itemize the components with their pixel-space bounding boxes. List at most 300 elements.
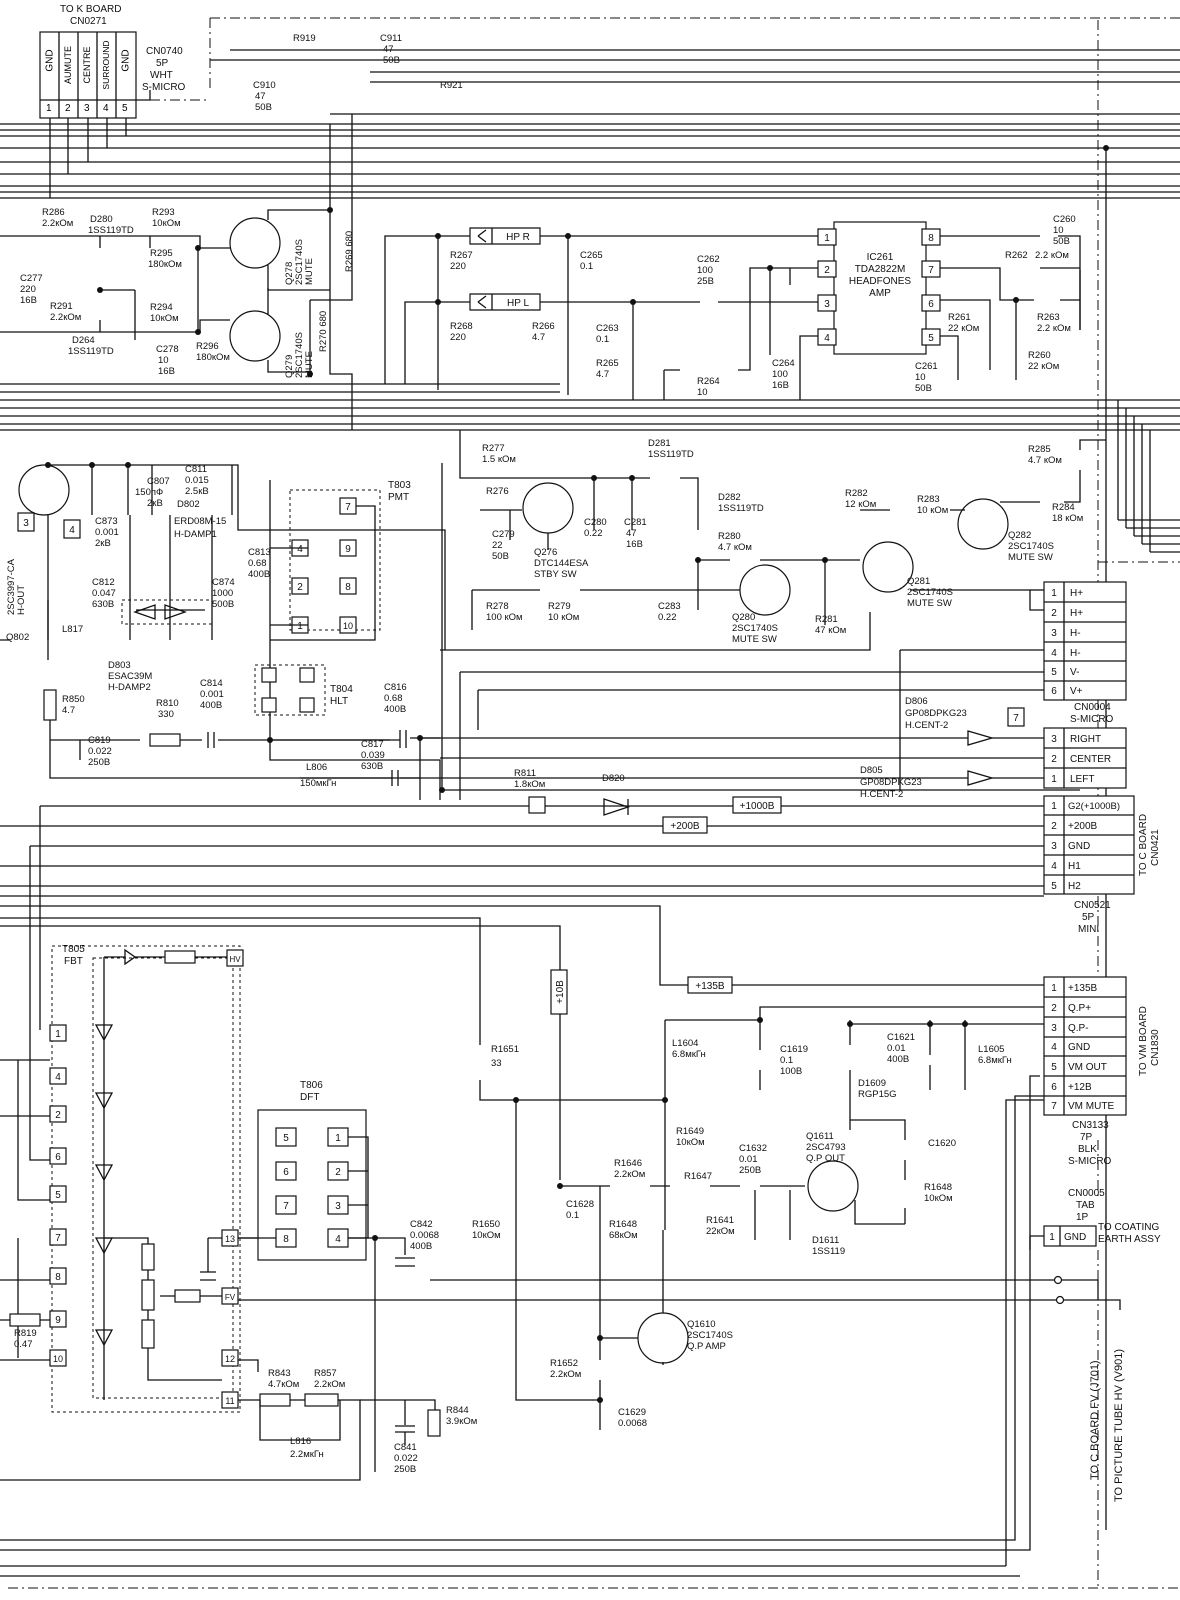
component-label: 22 кОм xyxy=(948,323,980,334)
component-label: R285 xyxy=(1028,444,1051,455)
component-label: 16B xyxy=(626,539,643,550)
t805-pin-9: 9 xyxy=(55,1315,61,1326)
component-label: 1.8кОм xyxy=(514,779,546,790)
component-label: 0.001 xyxy=(200,689,224,700)
component-label: C279 xyxy=(492,529,515,540)
component-label: R1647 xyxy=(684,1171,712,1182)
component-label: 0.01 xyxy=(887,1043,906,1054)
cn0740-pin-label-2: AUMUTE xyxy=(63,46,73,84)
cn0004-label-3: H- xyxy=(1070,628,1081,639)
component-label: 0.22 xyxy=(658,612,677,623)
ref-box-7: 7 xyxy=(1013,713,1019,724)
component-label: 16B xyxy=(772,380,789,391)
component-label: C1619 xyxy=(780,1044,808,1055)
cn3133-connector xyxy=(1044,977,1161,1167)
side-label-hv: TO PICTURE TUBE HV (V901) xyxy=(1113,1348,1125,1502)
component-label: C910 xyxy=(253,80,276,91)
cn0740-pin-label-3: CENTRE xyxy=(82,46,92,84)
component-label: DTC144ESA xyxy=(534,558,589,569)
cn0521-dest: TO C BOARD xyxy=(1138,813,1149,876)
t806-dft xyxy=(238,1080,415,1472)
component-label: R294 xyxy=(150,302,173,313)
component-label-vertical: R269 680 xyxy=(344,230,355,272)
component-label: Q802 xyxy=(6,632,30,643)
component-label: R1648 xyxy=(609,1219,637,1230)
t805-pin-5: 5 xyxy=(55,1190,61,1201)
component-label: C1620 xyxy=(928,1138,956,1149)
ic-pin-3: 3 xyxy=(824,299,830,310)
component-label: C814 xyxy=(200,678,223,689)
cent-label-right: RIGHT xyxy=(1070,734,1102,745)
component-label: 2SC1740S xyxy=(1008,541,1054,552)
t806-pin-5: 5 xyxy=(283,1133,289,1144)
component-label: C911 xyxy=(380,33,403,44)
component-label: 2SC1740S xyxy=(687,1330,733,1341)
component-label: 180кОм xyxy=(196,352,230,363)
component-label: D281 xyxy=(648,438,671,449)
component-label: 2.2кОм xyxy=(42,218,74,229)
t803-pin-4: 4 xyxy=(297,544,303,555)
cn0004-pin-2: 2 xyxy=(1051,608,1057,619)
ref-box-4: 4 xyxy=(69,525,75,536)
cn3133-label-2: Q.P+ xyxy=(1068,1003,1092,1014)
cn0521-pins-type: 5P xyxy=(1082,912,1095,923)
cent-label-left: LEFT xyxy=(1070,774,1095,785)
component-label: R277 xyxy=(482,443,505,454)
component-label: 47 кОм xyxy=(815,625,847,636)
cn0740-pin-label-4: SURROUND xyxy=(101,40,111,90)
component-label: 18 кОм xyxy=(1052,513,1084,524)
component-label: R295 xyxy=(150,248,173,259)
t806-func: DFT xyxy=(300,1092,320,1103)
component-label: 16B xyxy=(158,366,175,377)
cn3133-dest: TO VM BOARD xyxy=(1138,1006,1149,1076)
component-label: 1000 xyxy=(212,588,234,599)
component-label: 4.7кОм xyxy=(268,1379,300,1390)
component-label: 2.2кОм xyxy=(550,1369,582,1380)
cn0004-pin-4: 4 xyxy=(1051,648,1057,659)
component-label-vertical: MUTE xyxy=(304,351,315,378)
component-label: RGP15G xyxy=(858,1089,897,1100)
t805-pin-1: 1 xyxy=(55,1029,61,1040)
t806-pin-1: 1 xyxy=(335,1133,341,1144)
flag-200b: +200B xyxy=(670,821,700,832)
component-label: C813 xyxy=(248,547,271,558)
cn3133-pin-1: 1 xyxy=(1051,983,1057,994)
cn0004-pin-3: 3 xyxy=(1051,628,1057,639)
cn0521-dest-sub: CN0421 xyxy=(1150,829,1161,866)
t806-pin-3: 3 xyxy=(335,1201,341,1212)
component-label: 10 xyxy=(1053,225,1064,236)
cn0521-pin-2: 2 xyxy=(1051,821,1057,832)
component-label: H-DAMP1 xyxy=(174,529,217,540)
component-label: R819 xyxy=(14,1328,37,1339)
component-label: 10кОм xyxy=(152,218,181,229)
component-label: R280 xyxy=(718,531,741,542)
component-label: C283 xyxy=(658,601,681,612)
component-label: ESAC39M xyxy=(108,671,153,682)
component-label: 10кОм xyxy=(924,1193,953,1204)
component-label: 0.1 xyxy=(596,334,610,345)
ic261-func2: AMP xyxy=(869,288,891,299)
component-label: 100 xyxy=(772,369,788,380)
component-label: 6.8мкГн xyxy=(672,1049,706,1060)
component-label-vertical: Q278 xyxy=(284,261,295,285)
component-label: D264 xyxy=(72,335,95,346)
component-label: D803 xyxy=(108,660,131,671)
component-label: 10 xyxy=(915,372,926,383)
t804-name: T804 xyxy=(330,684,353,695)
component-label: R919 xyxy=(293,33,316,44)
component-label: 2SC4793 xyxy=(806,1142,846,1153)
cn0521-label-5: H2 xyxy=(1068,881,1081,892)
flag-10b: +10B xyxy=(555,980,566,1004)
component-label: C841 xyxy=(394,1442,417,1453)
cn0004-label-4: H- xyxy=(1070,648,1081,659)
t803-pin-7: 7 xyxy=(345,502,351,513)
component-label: 2кB xyxy=(147,498,163,509)
component-label: C819 xyxy=(88,735,111,746)
component-label: R293 xyxy=(152,207,175,218)
component-label: D1609 xyxy=(858,1078,886,1089)
component-label: 1SS119TD xyxy=(718,503,764,514)
cn3133-pin-4: 4 xyxy=(1051,1042,1057,1053)
component-label: L806 xyxy=(306,762,328,773)
component-label: R283 xyxy=(917,494,940,505)
component-label: R857 xyxy=(314,1368,337,1379)
t805-pin-8: 8 xyxy=(55,1272,61,1283)
component-label: 2SC1740S xyxy=(732,623,778,634)
component-label: 1SS119 xyxy=(812,1246,846,1257)
component-label: R1646 xyxy=(614,1158,642,1169)
component-label: 0.022 xyxy=(394,1453,418,1464)
component-label: R843 xyxy=(268,1368,291,1379)
component-label: 33 xyxy=(491,1058,502,1069)
component-label: R1650 xyxy=(472,1219,500,1230)
component-label: R262 xyxy=(1005,250,1028,261)
t805-pin-hv: HV xyxy=(229,955,241,964)
cn0004-pin-6: 6 xyxy=(1051,686,1057,697)
cent-label-center: CENTER xyxy=(1070,754,1112,765)
cn0005-type: TAB xyxy=(1076,1200,1095,1211)
component-label: 0.039 xyxy=(361,750,385,761)
component-label-vertical: Q279 xyxy=(284,354,295,378)
component-label: 250B xyxy=(739,1165,762,1176)
component-label: R286 xyxy=(42,207,65,218)
top-connector-sub: CN0271 xyxy=(70,16,107,27)
component-label: Q282 xyxy=(1008,530,1032,541)
component-label: 180кОм xyxy=(148,259,182,270)
component-label: C262 xyxy=(697,254,720,265)
component-label: R281 xyxy=(815,614,838,625)
cn3133-pin-6: 6 xyxy=(1051,1082,1057,1093)
cn3133-label-1: +135B xyxy=(1068,983,1098,994)
t806-pin-2: 2 xyxy=(335,1167,341,1178)
component-label: C817 xyxy=(361,739,384,750)
t805-func: FBT xyxy=(64,956,83,967)
component-label: R284 xyxy=(1052,502,1075,513)
component-label: 0.0068 xyxy=(618,1418,648,1429)
component-label-vertical: 2SC1740S xyxy=(294,239,305,285)
component-label: 10 xyxy=(158,355,169,366)
component-label: D802 xyxy=(177,499,200,510)
component-label: 1SS119TD xyxy=(648,449,694,460)
cn3133-pin-2: 2 xyxy=(1051,1003,1057,1014)
t803-name: T803 xyxy=(388,480,411,491)
cn0004-pin-5: 5 xyxy=(1051,667,1057,678)
cn0005-name: CN0005 xyxy=(1068,1188,1105,1199)
cn0005-pin: 1 xyxy=(1049,1232,1055,1243)
component-label: 12 кОм xyxy=(845,499,877,510)
t805-pin-2: 2 xyxy=(55,1110,61,1121)
component-label: 0.1 xyxy=(780,1055,794,1066)
t805-pin-12: 12 xyxy=(224,1354,236,1364)
component-label: C261 xyxy=(915,361,938,372)
ic-pin-7: 7 xyxy=(928,265,934,276)
t803-pin-10: 10 xyxy=(342,621,354,631)
component-label: 47 xyxy=(383,44,394,55)
component-label: R921 xyxy=(440,80,463,91)
ic-pin-1: 1 xyxy=(824,233,830,244)
component-label: R267 xyxy=(450,250,473,261)
cn0521-pin-3: 3 xyxy=(1051,841,1057,852)
component-label: R1641 xyxy=(706,1215,734,1226)
component-label: D806 xyxy=(905,696,928,707)
component-label: 22кОм xyxy=(706,1226,735,1237)
component-label: 100 кОм xyxy=(486,612,523,623)
cn3133-color: BLK xyxy=(1078,1144,1097,1155)
component-label: 2кB xyxy=(95,538,111,549)
component-label: 68кОм xyxy=(609,1230,638,1241)
component-label: 150пФ xyxy=(135,487,164,498)
component-label: R266 xyxy=(532,321,555,332)
cn0740-pin-num-1: 1 xyxy=(46,103,52,114)
component-label: R278 xyxy=(486,601,509,612)
component-label: 0.1 xyxy=(580,261,594,272)
flag-hp-r: HP R xyxy=(506,232,530,243)
cn0740-pin-label-1: GND xyxy=(44,49,56,72)
component-label: MUTE SW xyxy=(732,634,777,645)
ic261-func1: HEADFONES xyxy=(848,276,912,287)
t805-pin-10: 10 xyxy=(52,1354,64,1364)
component-label: Q281 xyxy=(907,576,931,587)
component-label: D1611 xyxy=(812,1235,840,1246)
component-label: 10 кОм xyxy=(548,612,580,623)
cn0004-label-2: H+ xyxy=(1070,608,1084,619)
flag-hp-l: HP L xyxy=(506,298,530,309)
component-label: 150мкГн xyxy=(300,778,337,789)
component-label: R811 xyxy=(514,768,537,779)
component-label: MUTE SW xyxy=(1008,552,1053,563)
component-label: R844 xyxy=(446,1405,469,1416)
component-label: Q1610 xyxy=(687,1319,716,1330)
t803-pin-9: 9 xyxy=(345,544,351,555)
component-label: L1605 xyxy=(978,1044,1005,1055)
vertical-labels xyxy=(6,231,355,615)
t803-pin-8: 8 xyxy=(345,582,351,593)
cn3133-label-4: GND xyxy=(1068,1042,1091,1053)
component-label: 50B xyxy=(1053,236,1070,247)
cn0005-dest: TO COATING EARTH ASSY xyxy=(1098,1222,1161,1245)
ic261-part: TDA2822M xyxy=(854,264,906,275)
component-label: 50B xyxy=(492,551,509,562)
component-label: 330 xyxy=(158,709,174,720)
component-label: C1632 xyxy=(739,1143,767,1154)
component-label: 22 кОм xyxy=(1028,361,1060,372)
ic-pin-2: 2 xyxy=(824,265,830,276)
component-label: 22 xyxy=(492,540,503,551)
cn3133-label-6: +12B xyxy=(1068,1082,1092,1093)
component-label: D820 xyxy=(602,773,625,784)
component-label: C278 xyxy=(156,344,179,355)
ic-pin-8: 8 xyxy=(928,233,934,244)
component-label: C260 xyxy=(1053,214,1076,225)
cn3133-pins-type: 7P xyxy=(1080,1132,1093,1143)
cn3133-pin-3: 3 xyxy=(1051,1023,1057,1034)
component-label: 10кОм xyxy=(676,1137,705,1148)
cn3133-pin-5: 5 xyxy=(1051,1062,1057,1073)
component-label: 1SS119TD xyxy=(68,346,114,357)
component-label-vertical: R270 680 xyxy=(318,310,329,352)
t805-pin-13: 13 xyxy=(224,1234,236,1244)
component-label: 1SS119TD xyxy=(88,225,134,236)
component-label: H-DAMP2 xyxy=(108,682,151,693)
component-label: 2.2 кОм xyxy=(1037,323,1071,334)
t806-pin-8: 8 xyxy=(283,1234,289,1245)
t805-pin-fv: FV xyxy=(224,1293,236,1302)
component-label: ERD08M-15 xyxy=(174,516,227,527)
component-label: C842 xyxy=(410,1219,433,1230)
component-label: H.CENT-2 xyxy=(860,789,904,800)
component-label: 2SC1740S xyxy=(907,587,953,598)
cn0740-pin-num-5: 5 xyxy=(122,103,128,114)
top-connector-pins-type: 5P xyxy=(156,58,169,69)
component-label: H.CENT-2 xyxy=(905,720,949,731)
component-label-vertical: 2SC1740S xyxy=(294,332,305,378)
ic261-chip xyxy=(818,222,940,354)
component-label: 16B xyxy=(20,295,37,306)
component-label: 50B xyxy=(255,102,272,113)
component-label: 10кОм xyxy=(150,313,179,324)
cn0004-label-1: H+ xyxy=(1070,588,1084,599)
t805-fbt xyxy=(0,846,440,1480)
cn0740-connector xyxy=(40,32,150,198)
component-label: C811 xyxy=(185,464,208,475)
component-label-vertical: 2SC3997-CA xyxy=(6,559,17,615)
cn0740-pin-num-4: 4 xyxy=(103,103,109,114)
component-label: Q1611 xyxy=(806,1131,834,1142)
component-label: C280 xyxy=(584,517,607,528)
component-label: R1652 xyxy=(550,1358,578,1369)
component-label-vertical: MUTE xyxy=(304,258,315,285)
ic-pin-6: 6 xyxy=(928,299,934,310)
component-label: 0.022 xyxy=(88,746,112,757)
cn3133-label-5: VM OUT xyxy=(1068,1062,1107,1073)
cn0004-label-5: V- xyxy=(1070,667,1080,678)
component-label: 250B xyxy=(88,757,111,768)
t806-pin-7: 7 xyxy=(283,1201,289,1212)
component-label: R279 xyxy=(548,601,571,612)
component-label: 500B xyxy=(212,599,235,610)
component-label: 0.22 xyxy=(584,528,603,539)
component-label: 47 xyxy=(626,528,637,539)
t804-func: HLT xyxy=(330,696,349,707)
component-label: 4.7 xyxy=(596,369,610,380)
component-label: R810 xyxy=(156,698,179,709)
cn0521-connector xyxy=(0,796,1161,1030)
t805-name: T805 xyxy=(62,944,85,955)
component-label: 0.01 xyxy=(739,1154,758,1165)
cn0005-pin-label: GND xyxy=(1064,1232,1087,1243)
cn0004-label-6: V+ xyxy=(1070,686,1083,697)
cn0740-pin-num-3: 3 xyxy=(84,103,90,114)
component-label: C265 xyxy=(580,250,603,261)
component-label: GP08DPKG23 xyxy=(860,777,922,788)
t805-pin-4: 4 xyxy=(55,1072,61,1083)
cn0004-pin-1: 1 xyxy=(1051,588,1057,599)
component-label: 25B xyxy=(697,276,714,287)
component-label: C264 xyxy=(772,358,795,369)
component-label: R296 xyxy=(196,341,219,352)
component-label: C812 xyxy=(92,577,115,588)
component-label: C281 xyxy=(624,517,647,528)
top-connector-title: TO K BOARD xyxy=(60,4,122,15)
side-label-fv: TO C BOARD FV (J701) xyxy=(1089,1360,1101,1480)
component-label: 47 xyxy=(255,91,266,102)
cn0521-series: MINI xyxy=(1078,924,1100,935)
cn0521-label-2: +200B xyxy=(1068,821,1098,832)
top-bus-lines xyxy=(0,50,1180,430)
component-label: 2.5кB xyxy=(185,486,209,497)
ic-pin-4: 4 xyxy=(824,333,830,344)
component-label: L817 xyxy=(62,624,84,635)
component-label: 3.9кОм xyxy=(446,1416,478,1427)
t806-name: T806 xyxy=(300,1080,323,1091)
cn0004-series: S-MICRO xyxy=(1070,714,1114,725)
t805-pin-6: 6 xyxy=(55,1152,61,1163)
ref-box-3: 3 xyxy=(23,518,29,529)
component-label: L1604 xyxy=(672,1038,699,1049)
component-label: 6.8мкГн xyxy=(978,1055,1012,1066)
flag-135b: +135B xyxy=(695,981,725,992)
headphone-amp-wires xyxy=(385,236,1080,400)
cn0004-name: CN0004 xyxy=(1074,702,1111,713)
component-label: 50B xyxy=(383,55,400,66)
component-label: 50B xyxy=(915,383,932,394)
component-label: 400B xyxy=(410,1241,433,1252)
component-label: 10 кОм xyxy=(917,505,949,516)
cn0005-connector xyxy=(1030,1188,1178,1268)
component-label: 2.2 кОм xyxy=(1035,250,1069,261)
cent-pin-2: 2 xyxy=(1051,754,1057,765)
flag-1000b: +1000B xyxy=(739,801,775,812)
cn3133-label-7: VM MUTE xyxy=(1068,1101,1115,1112)
t803-pin-1: 1 xyxy=(297,621,303,632)
component-label: C1629 xyxy=(618,1407,646,1418)
component-label: R276 xyxy=(486,486,509,497)
component-label: C1621 xyxy=(887,1032,915,1043)
component-label: 0.68 xyxy=(384,693,403,704)
component-label: 400B xyxy=(384,704,407,715)
component-label: 4.7 кОм xyxy=(1028,455,1062,466)
component-label: D805 xyxy=(860,765,883,776)
top-connector-series: S-MICRO xyxy=(142,82,186,93)
t803-func: PMT xyxy=(388,492,410,503)
t805-pin-11: 11 xyxy=(225,1396,235,1406)
component-label: 2.2кОм xyxy=(314,1379,346,1390)
component-label: D282 xyxy=(718,492,741,503)
component-label: R1651 xyxy=(491,1044,519,1055)
